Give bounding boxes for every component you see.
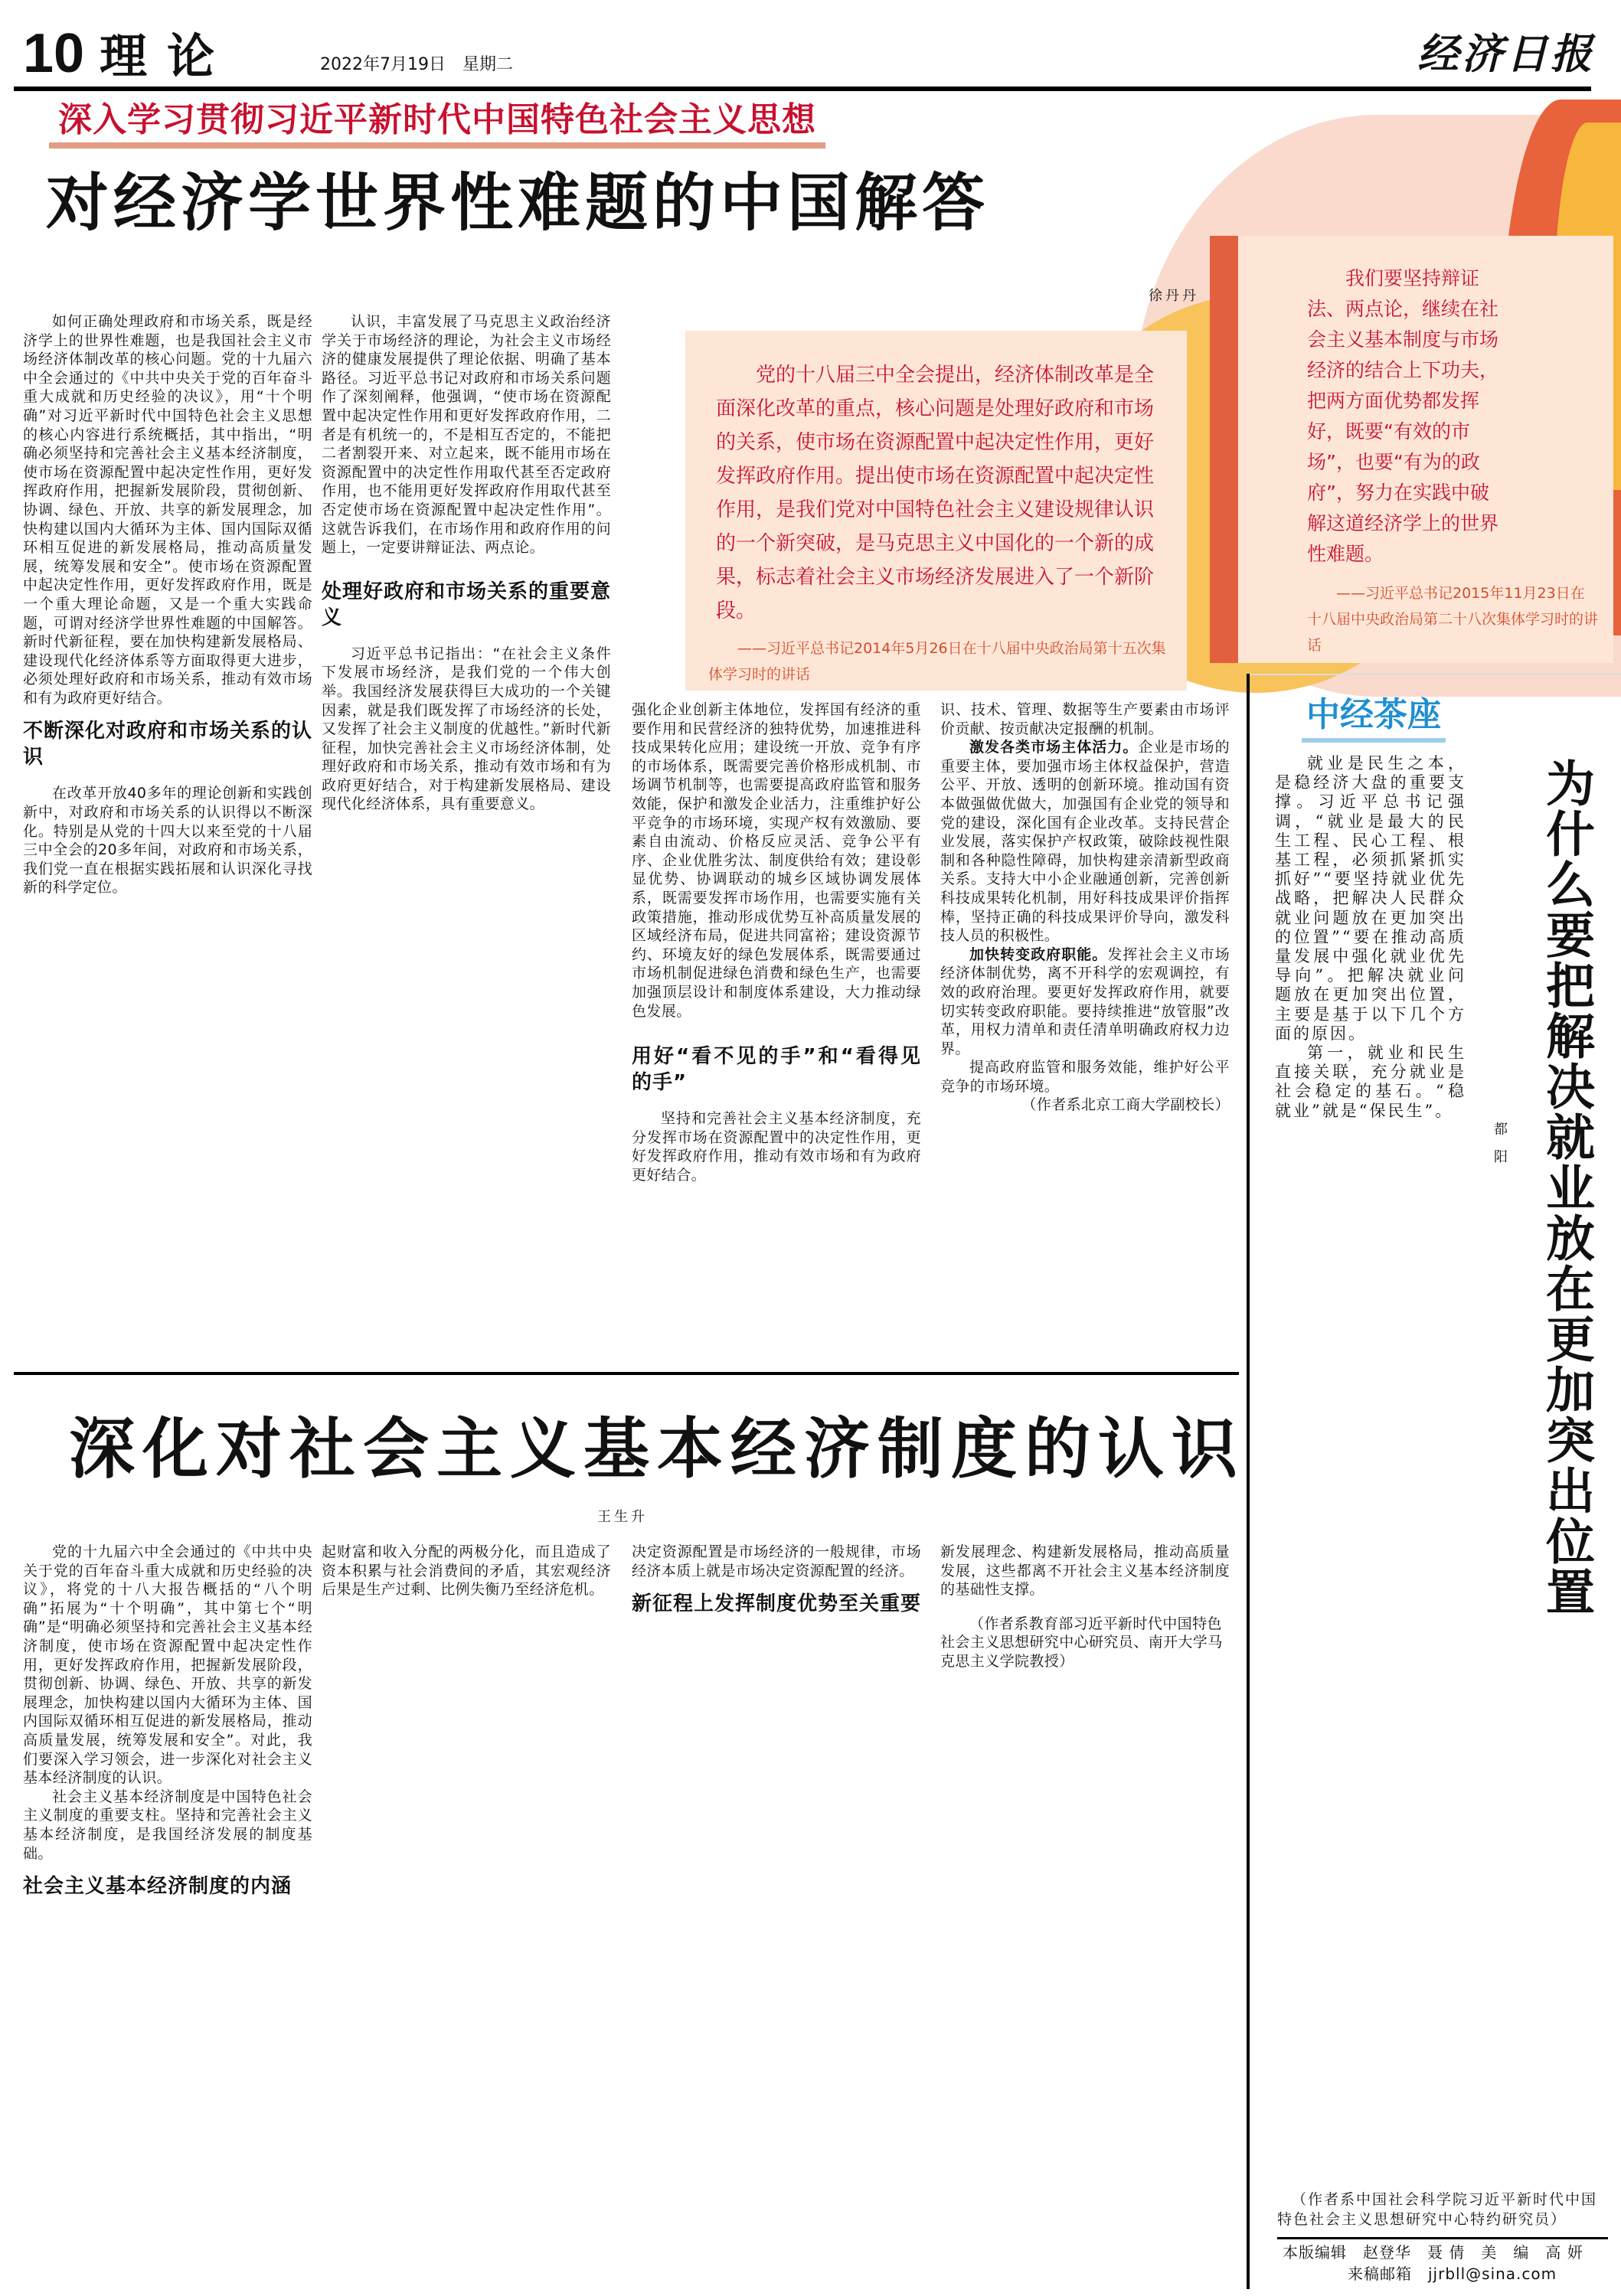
paragraph: 习近平总书记指出：“在社会主义条件下发展市场经济，是我们党的一个伟大创举。我国经济发展获得巨大成功的一个关键因素，就是我们既发挥了市场经济的长处，又发挥了社会主义制度的优越性。”新时代新征程，加快完善社会主义市场经济体制，处理好政府和市场关系，推动有效市场和有为政府更好结合，对于构建新发展格局、建设现代化经济体系，具有重要意义。 — [322, 645, 611, 813]
article1-column-1 — [23, 312, 312, 1369]
page-number: 10 — [23, 23, 85, 84]
sidebar-top-rule — [1250, 674, 1621, 675]
article1-column-2 — [322, 312, 611, 1369]
paragraph — [940, 738, 1230, 946]
paragraph-text: 企业是市场的重要主体，要加强市场主体权益保护，营造公平、开放、透明的创新环境。推动国有资本做强做优做大，加强国有企业党的领导和党的建设，深化国有企业改革。支持民营企业发展，落实保护产权政策，破除歧视性限制和各种隐性障碍，加快构建亲清新型政商关系。支持大中小企业融通创新，完善创新科技成果转化机制，用好科技成果评价指挥棒，坚持正确的科技成果评价导向，激发科技人员的积极性。 — [940, 739, 1230, 945]
column-banner — [49, 98, 825, 145]
quote-box-2 — [1238, 236, 1613, 663]
sidebar-border — [1247, 674, 1250, 2289]
article2-column-1 — [23, 1543, 312, 2293]
article-divider — [14, 1372, 1239, 1375]
footer-rule — [1277, 2237, 1608, 2239]
article1-column-4 — [940, 701, 1230, 1367]
section-name: 理论 — [100, 28, 235, 84]
issue-date: 2022年7月19日 星期二 — [320, 55, 513, 74]
decor-bar-orange — [1210, 236, 1238, 663]
paragraph: 在改革开放40多年的理论创新和实践创新中，对政府和市场关系的认识得以不断深化。特别是从党的十四大以来至党的十八届三中全会的20多年间，对政府和市场关系，我们党一直在根据实践拓展和认识深化寻找新的科学定位。 — [23, 785, 312, 897]
author-note: （作者系教育部习近平新时代中国特色社会主义思想研究中心研究员、南开大学马克思主义学院教授） — [940, 1615, 1223, 1670]
paragraph-text: 发挥社会主义市场经济体制优势，离不开科学的宏观调控，有效的政府治理。要更好发挥政府作用，就要切实转变政府职能。要持续推进“放管服”改革，用权力清单和责任清单明确政府权力边界。 — [940, 946, 1230, 1057]
paragraph: 党的十九届六中全会通过的《中共中央关于党的百年奋斗重大成就和历史经验的决议》，将党的十八大报告概括的“八个明确”拓展为“十个明确”，其中第七个“明确”是“明确必须坚持和完善社会主义基本经济制度，使市场在资源配置中起决定性作用，更好发挥政府作用，把握新发展阶段，贯彻创新、协调、绿色、开放、共享的新发展理念，加快构建以国内大循环为主体、国内国际双循环相互促进的新发展格局，推动高质量发展，统筹发展和安全”。对此，我们要深入学习领会，进一步深化对社会主义基本经济制度的认识。 — [23, 1543, 312, 1787]
quote-2-source: ——习近平总书记2015年11月23日在十八届中央政治局第二十八次集体学习时的讲话 — [1307, 585, 1599, 654]
article1-column-3 — [632, 701, 921, 1367]
quote-box-1 — [685, 331, 1187, 691]
submission-email[interactable]: 来稿邮箱 jjrbll@sina.com — [1348, 2265, 1557, 2283]
quote-1-source: ——习近平总书记2014年5月26日在十八届中央政治局第十五次集体学习时的讲话 — [708, 640, 1166, 683]
bold-lead: 加快转变政府职能。 — [969, 946, 1108, 963]
paragraph: 坚持和完善社会主义基本经济制度，充分发挥市场在资源配置中的决定性作用，更好发挥政府作用，推动有效市场和有为政府更好结合。 — [632, 1110, 921, 1184]
paragraph: 新发展理念、构建新发展格局，推动高质量发展，这些都离不开社会主义基本经济制度的基础性支撑。 — [940, 1543, 1230, 1599]
editors-credit: 本版编辑 赵登华 聂 倩 美 编 高 妍 — [1283, 2243, 1583, 2262]
paragraph: 起财富和收入分配的两极分化，而且造成了资本积累与社会消费间的矛盾，其宏观经济后果是生产过剩、比例失衡乃至经济危机。 — [322, 1543, 611, 1599]
sidebar-column-name: 中经茶座 — [1302, 695, 1446, 743]
paragraph: 识、技术、管理、数据等生产要素由市场评价贡献、按贡献决定报酬的机制。 — [940, 701, 1230, 737]
article1-author: 徐丹丹 — [1149, 288, 1199, 304]
banner-text: 深入学习贯彻习近平新时代中国特色社会主义思想 — [58, 100, 816, 139]
paragraph — [940, 946, 1230, 1059]
subheading: 处理好政府和市场关系的重要意义 — [322, 580, 611, 629]
quote-2-text: 我们要坚持辩证法、两点论，继续在社会主义基本制度与市场经济的结合上下功夫，把两方面优势都发挥好，既要“有效的市场”，也要“有为的政府”，努力在实践中破解这道经济学上的世界性难题。 — [1307, 267, 1499, 565]
paragraph: 第一，就业和民生直接关联，充分就业是社会稳定的基石。“稳就业”就是“保民生”。 — [1275, 1043, 1466, 1120]
masthead-logo: 经济日报 — [1417, 29, 1595, 78]
subheading: 社会主义基本经济制度的内涵 — [23, 1875, 292, 1899]
subheading: 用好“看不见的手”和“看得见的手” — [632, 1045, 921, 1095]
article2-column-4 — [940, 1543, 1230, 2293]
sidebar-author-note: （作者系中国社会科学院习近平新时代中国特色社会主义思想研究中心特约研究员） — [1277, 2191, 1598, 2228]
paragraph: 就业是民生之本，是稳经济大盘的重要支撑。习近平总书记强调，“就业是最大的民生工程、民心工程、根基工程，必须抓紧抓实抓好”“要坚持就业优先战略，把解决人民群众就业问题放在更加突出的位置”“要在推动高质量发展中强化就业优先导向”。把解决就业问题放在更加突出位置，主要是基于以下几个方面的原因。 — [1275, 754, 1466, 1043]
article2-column-3 — [632, 1543, 921, 2293]
article2-author: 王生升 — [597, 1509, 648, 1525]
sidebar-body — [1275, 754, 1466, 1627]
quote-1-text: 党的十八届三中全会提出，经济体制改革是全面深化改革的重点，核心问题是处理好政府和市场的关系，使市场在资源配置中起决定性作用，更好发挥政府作用。提出使市场在资源配置中起决定性作用，是我们党对中国特色社会主义建设规律认识的一个新突破，是马克思主义中国化的一个新的成果，标志着社会主义市场经济发展进入了一个新阶段。 — [716, 364, 1155, 622]
paragraph: 决定资源配置是市场经济的一般规律，市场经济本质上就是市场决定资源配置的经济。 — [632, 1543, 921, 1579]
paragraph: 强化企业创新主体地位，发挥国有经济的重要作用和民营经济的独特优势，加速推进科技成果转化应用；建设统一开放、竞争有序的市场体系，既需要完善价格形成机制、市场调节机制等，也需要提高政府监管和服务效能，保护和激发企业活力，注重维护好公平竞争的市场环境，实现产权有效激励、要素自由流动、价格反应灵活、竞争公平有序、企业优胜劣汰、制度供给有效；建设彰显优势、协调联动的城乡区域协调发展体系，既需要发挥市场作用，也需要实施有关政策措施，推动形成优势互补高质量发展的区域经济布局，促进共同富裕；建设资源节约、环境友好的绿色发展体系，既需要通过市场机制促进绿色消费和绿色生产，也需要加强顶层设计和制度体系建设，大力推动绿色发展。 — [632, 701, 921, 1020]
paragraph: 如何正确处理政府和市场关系，既是经济学上的世界性难题，也是我国社会主义市场经济体制改革的核心问题。党的十九届六中全会通过的《中共中央关于党的百年奋斗重大成就和历史经验的决议》，用“十个明确”对习近平新时代中国特色社会主义思想的核心内容进行系统概括，其中指出，“明确必须坚持和完善社会主义基本经济制度，使市场在资源配置中起决定性作用，更好发挥政府作用，把握新发展阶段，贯彻创新、协调、绿色、开放、共享的新发展理念，加快构建以国内大循环为主体、国内国际双循环相互促进的新发展格局，推动高质量发展，统筹发展和安全”。使市场在资源配置中起决定性作用，更好发挥政府作用，既是一个重大理论命题，又是一个重大实践命题，可谓对经济学世界性难题的中国解答。新时代新征程，要在加快构建新发展格局、建设现代化经济体系等方面取得更大进步，必须处理好政府和市场关系，推动有效市场和有为政府更好结合。 — [23, 313, 312, 707]
article1-title: 对经济学世界性难题的中国解答 — [46, 166, 990, 240]
header-rule — [14, 87, 1591, 91]
sidebar-title: 为什么要把解决就业放在更加突出位置 — [1538, 758, 1594, 1617]
author-note: （作者系北京工商大学副校长） — [1021, 1096, 1230, 1114]
paragraph: 提高政府监管和服务效能，维护好公平竞争的市场环境。 — [940, 1059, 1230, 1095]
article2-title: 深化对社会主义基本经济制度的认识 — [69, 1410, 1245, 1488]
banner-underline — [49, 142, 825, 149]
sidebar-author: 都阳 — [1492, 1122, 1508, 1177]
subheading: 不断深化对政府和市场关系的认识 — [23, 720, 312, 769]
article2-column-2 — [322, 1543, 611, 2293]
bold-lead: 激发各类市场主体活力。 — [969, 739, 1139, 756]
paragraph: 认识，丰富发展了马克思主义政治经济学关于市场经济的理论，为社会主义市场经济的健康发展提供了理论依据、明确了基本路径。习近平总书记对政府和市场关系问题作了深刻阐释，他强调，“使市场在资源配置中起决定性作用和更好发挥政府作用，二者是有机统一的，不是相互否定的，不能把二者割裂开来、对立起来，既不能用市场在资源配置中的决定性作用取代甚至否定政府作用，也不能用更好发挥政府作用取代甚至否定使市场在资源配置中起决定性作用”。这就告诉我们，在市场作用和政府作用的问题上，一定要讲辩证法、两点论。 — [322, 313, 611, 557]
subheading: 新征程上发挥制度优势至关重要 — [632, 1592, 921, 1616]
paragraph: 社会主义基本经济制度是中国特色社会主义制度的重要支柱。坚持和完善社会主义基本经济制度，是我国经济发展的制度基础。 — [23, 1788, 312, 1862]
